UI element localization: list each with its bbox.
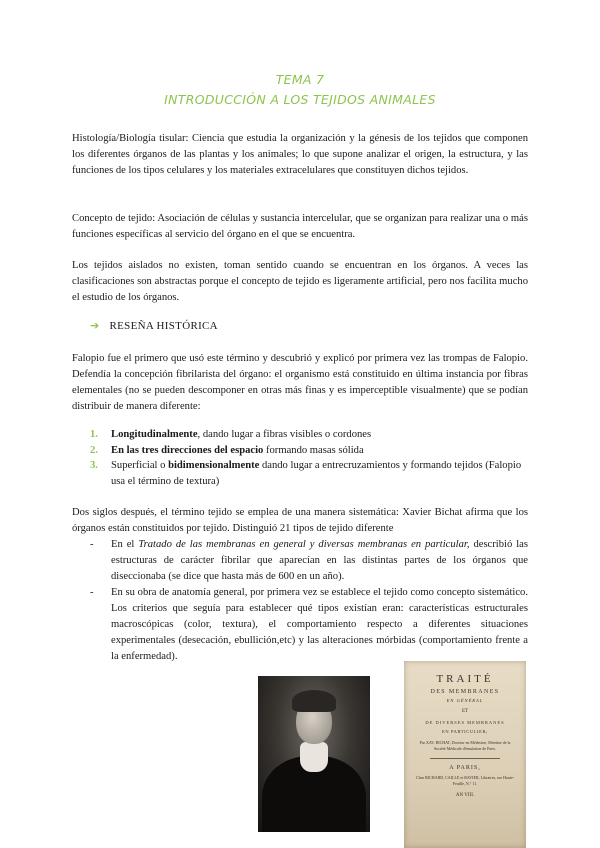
list-item [90,537,528,585]
portrait-collar [300,742,328,772]
treatise-title-page-image [404,661,526,848]
book-line: TRAITÉ [436,673,494,685]
treatise-title: Tratado de las membranas en general y diversas membranas en particular, [138,539,470,550]
list-item [90,443,528,459]
paragraph-aislados: Los tejidos aislados no existen, toman sentido cuando se encuentran en los órganos. A veces las clasificaciones son abstractas porque el concepto de tejido es ligeramente artificial, pero nos facilita mucho el estudio de los órganos. [72,260,528,303]
book-line: DE DIVERSES MEMBRANES [425,720,505,725]
book-line: EN PARTICULIER; [442,729,488,734]
list-text: , dando lugar a fibras visibles o cordones [197,429,372,440]
list-bold: bidimensionalmente [168,460,260,471]
paragraph-falopio: Falopio fue el primero que usó este término y descubrió y explicó por primera vez las trompas de Falopio. Defendía la concepción fibrilarista del órgano: el organismo está constituido en última instancia por fibras elementales (no se pueden descomponer en otras más finas y es imperceptible visualmente) que se podían distribuir de manera diferente: [72,353,528,412]
tema-number: TEMA 7 [275,72,325,87]
portrait-hair [292,690,336,712]
list-bold: En las tres direcciones del espacio [111,444,264,456]
list-item [90,458,528,489]
book-line: ET [461,709,469,714]
book-line: EN GÉNÉRAL [446,698,484,703]
list-number: 1. [90,429,98,440]
list-number: 2. [90,444,98,456]
numbered-list [90,427,528,489]
book-line: Chez RICHARD, CAILLE et RAVIER, Libraires, rue Haute-Feuille, N.° 11. [415,775,515,786]
section-heading [90,319,218,332]
bichat-portrait-image [258,676,370,832]
paragraph-histologia: Histología/Biología tisular: Ciencia que estudia la organización y la génesis de los tejidos que componen los diferentes órganos de las plantas y los animales; lo que supone analizar el origen, la estructura, y las funciones de los tipos celulares y los materiales extracelulares que constituyen dichos tejidos. [72,133,528,176]
list-text: describió las estructuras de carácter fibrilar que aparecían en las distintas partes de los órganos que diseccionaba (se dice que hasta más de 600 en un año). [111,539,528,582]
book-line: A PARIS, [449,765,481,771]
book-line: DES MEMBRANES [430,689,500,695]
book-line: AN VIII. [455,793,475,798]
paragraph-bichat: Dos siglos después, el término tejido se emplea de una manera sistemática: Xavier Bichat afirma que los órganos están constituidos por tejido. Distinguió 21 tipos de tejido diferente [72,507,528,534]
list-text: formando masas sólida [263,444,364,456]
list-bold: Longitudinalmente [111,429,198,440]
list-text: dando lugar a entrecruzamientos y formando tejidos (Falopio usa el término de textura) [111,460,522,487]
section-label: RESEÑA HISTÓRICA [109,320,218,332]
list-text-pre: Superficial o [111,460,169,471]
list-text: En su obra de anatomía general, por primera vez se establece el tejido como concepto sistemático. Los criterios que seguía para establecer qué tipos existían eran: características estructurales macroscópicas (color, textura), el comportamiento respecto a diferentes situaciones experimentales (desecación, ebullición,etc) y las alteraciones mórbidas (comportamiento frente a la enfermedad). [111,587,528,662]
list-number: 3. [90,460,98,471]
paragraph-concepto: Concepto de tejido: Asociación de células y sustancia intercelular, que se organizan para realizar una o más funciones específicas al servicio del órgano en el que se encuentra. [72,213,528,240]
book-divider [430,758,500,759]
dash-bullet: - [90,539,94,550]
list-item [90,585,528,665]
list-item [90,427,528,443]
arrow-icon: ➔ [90,319,100,332]
dash-list [90,537,528,665]
list-text-pre: En el [111,539,139,550]
title-block [0,72,600,107]
dash-bullet: - [90,587,94,598]
book-line: Par XAV. BICHAT, Docteur en Médecine, Membre de la Société Médicale d'émulation de Paris. [419,740,511,751]
page-title: INTRODUCCIÓN A LOS TEJIDOS ANIMALES [164,92,436,107]
